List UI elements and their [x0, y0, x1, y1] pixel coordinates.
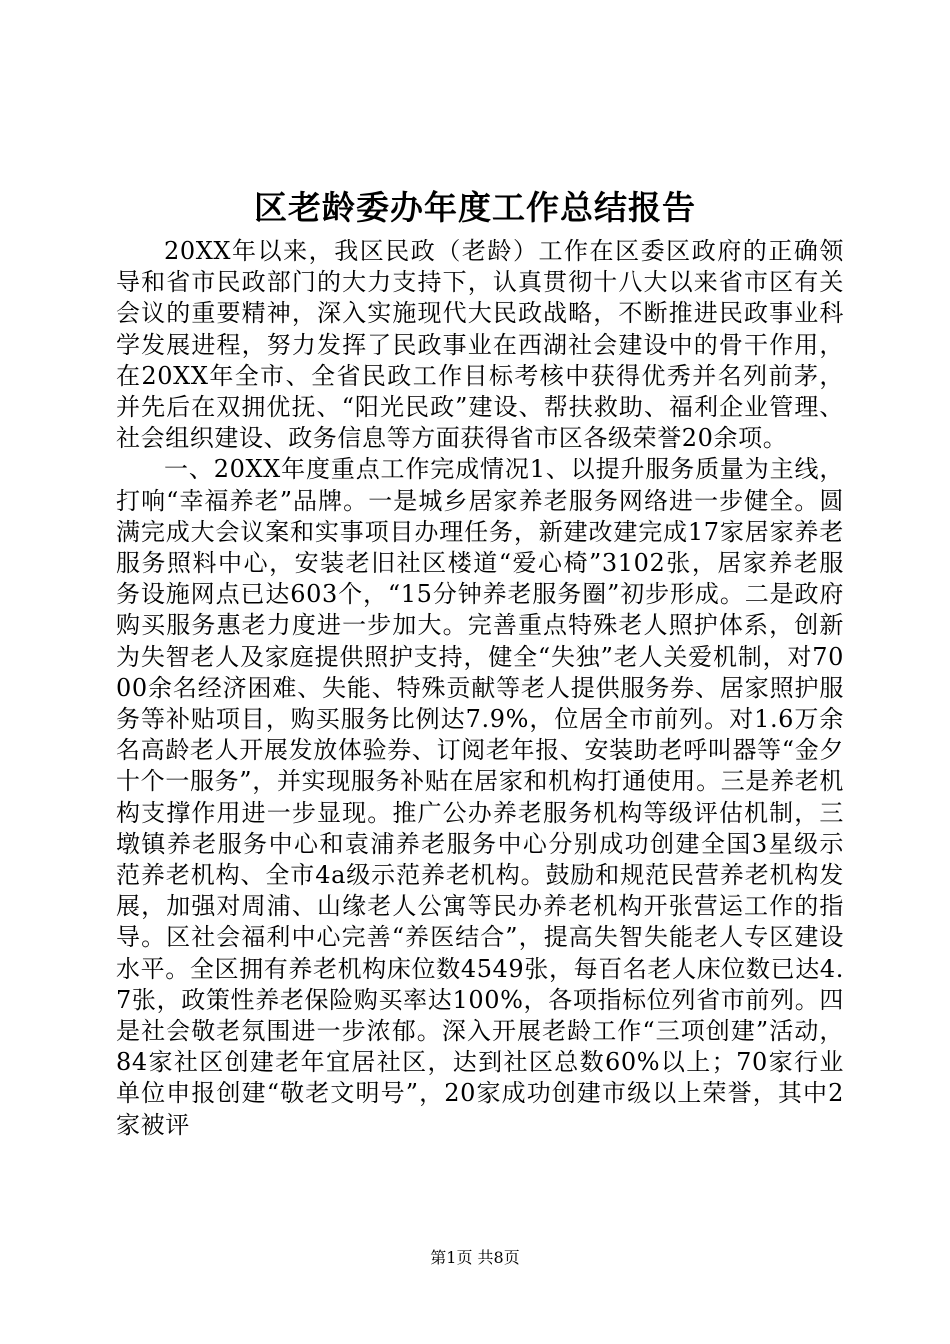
paragraph-section-1: 一、20XX年度重点工作完成情况1、以提升服务质量为主线，打响“幸福养老”品牌。一是城乡居家养老服务网络进一步健全。圆满完成大会议案和实事项目办理任务，新建改建完成17家居家养老服务照料中心，安装老旧社区楼道“爱心椅”3102张，居家养老服务设施网点已达603个，“15分钟养老服务圈”初步形成。二是政府购买服务惠老力度进一步加大。完善重点特殊老人照护体系，创新为失智老人及家庭提供照护支持，健全“失独”老人关爱机制，对7000余名经济困难、失能、特殊贡献等老人提供服务券、居家照护服务等补贴项目，购买服务比例达7.9%，位居全市前列。对1.6万余名高龄老人开展发放体验券、订阅老年报、安装助老呼叫器等“金夕十个一服务”，并实现服务补贴在居家和机构打通使用。三是养老机构支撑作用进一步显现。推广公办养老服务机构等级评估机制，三墩镇养老服务中心和袁浦养老服务中心分别成功创建全国3星级示范养老机构、全市4a级示范养老机构。鼓励和规范民营养老机构发展，加强对周浦、山缘老人公寓等民办养老机构开张营运工作的指导。区社会福利中心完善“养医结合”，提高失智失能老人专区建设水平。全区拥有养老机构床位数4549张，每百名老人床位数已达4.7张，政策性养老保险购买率达100%，各项指标位列省市前列。四是社会敬老氛围进一步浓郁。深入开展老龄工作“三项创建”活动，84家社区创建老年宜居社区，达到社区总数60%以上；70家行业单位申报创建“敬老文明号”，20家成功创建市级以上荣誉，其中2家被评 [116, 455, 844, 1139]
paragraph-intro: 20XX年以来，我区民政（老龄）工作在区委区政府的正确领导和省市民政部门的大力支持下，认真贯彻十八大以来省市区有关会议的重要精神，深入实施现代大民政战略，不断推进民政事业科学发展进程，努力发挥了民政事业在西湖社会建设中的骨干作用，在20XX年全市、全省民政工作目标考核中获得优秀并名列前茅，并先后在双拥优抚、“阳光民政”建设、帮扶救助、福利企业管理、社会组织建设、政务信息等方面获得省市区各级荣誉20余项。 [116, 237, 844, 453]
page-number-footer: 第1页 共8页 [430, 1248, 520, 1267]
document-title: 区老龄委办年度工作总结报告 [254, 188, 696, 227]
document-body [116, 236, 844, 1141]
